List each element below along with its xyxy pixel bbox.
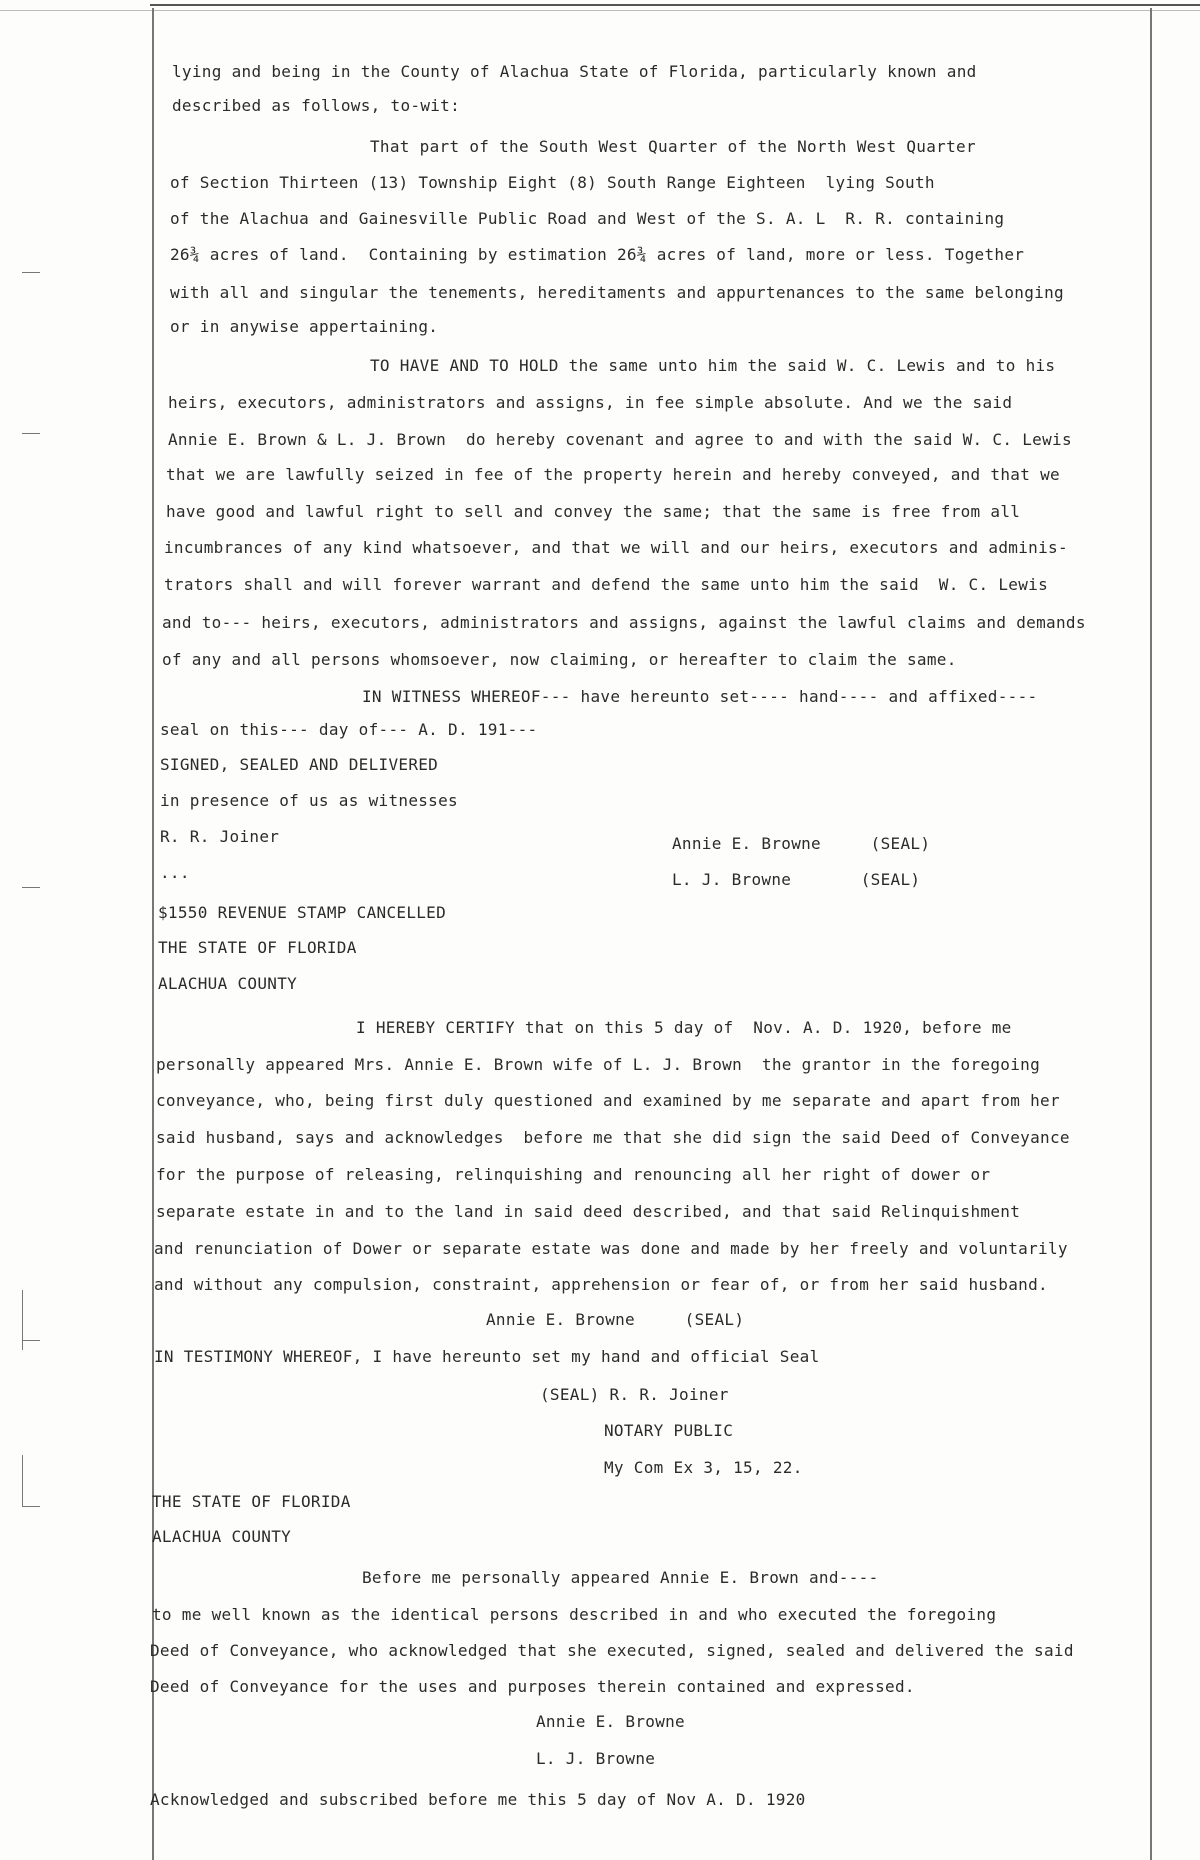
deed-text-line: incumbrances of any kind whatsoever, and that we will and our heirs, executors and adminis- (164, 538, 1068, 557)
revenue-stamp-note: $1550 REVENUE STAMP CANCELLED (158, 903, 447, 922)
certificate-text-line: and renunciation of Dower or separate estate was done and made by her freely and voluntarily (154, 1239, 1068, 1258)
deed-text-line: That part of the South West Quarter of the North West Quarter (370, 137, 976, 156)
deed-text-line: that we are lawfully seized in fee of the property herein and hereby conveyed, and that we (166, 465, 1060, 484)
deed-text-line: 26¾ acres of land. Containing by estimation 26¾ acres of land, more or less. Together (170, 245, 1025, 264)
certificate-text-line: said husband, says and acknowledges before me that she did sign the said Deed of Conveyance (156, 1128, 1070, 1147)
deed-text-line: of any and all persons whomsoever, now claiming, or hereafter to claim the same. (162, 650, 957, 669)
testimony-clause: IN TESTIMONY WHEREOF, I have hereunto set my hand and official Seal (154, 1347, 820, 1366)
acknowledgment-text-line: Deed of Conveyance, who acknowledged that she executed, signed, sealed and delivered the said (150, 1641, 1074, 1660)
notary-title: NOTARY PUBLIC (604, 1421, 734, 1440)
signed-sealed-heading: SIGNED, SEALED AND DELIVERED (160, 755, 439, 774)
acknowledgment-text-line: to me well known as the identical persons described in and who executed the foregoing (152, 1605, 997, 1624)
certificate-signature: Annie E. Browne (SEAL) (486, 1310, 745, 1329)
certificate-text-line: separate estate in and to the land in said deed described, and that said Relinquishment (156, 1202, 1021, 1221)
state-heading: THE STATE OF FLORIDA (152, 1492, 351, 1511)
certificate-text-line: I HEREBY CERTIFY that on this 5 day of Nov. A. D. 1920, before me (356, 1018, 1012, 1037)
certificate-text-line: conveyance, who, being first duly questioned and examined by me separate and apart from her (156, 1091, 1060, 1110)
deed-text-line: trators shall and will forever warrant and defend the same unto him the said W. C. Lewis (164, 575, 1049, 594)
top-rule (150, 4, 1200, 6)
margin-tick (22, 1340, 40, 1341)
acknowledgment-text-line: Deed of Conveyance for the uses and purposes therein contained and expressed. (150, 1677, 915, 1696)
margin-tick (22, 887, 40, 888)
right-margin-rule (1150, 8, 1152, 1860)
deed-text-line: Annie E. Brown & L. J. Brown do hereby covenant and agree to and with the said W. C. Lewis (168, 430, 1072, 449)
deed-text-line: described as follows, to-wit: (172, 96, 461, 115)
margin-bracket (22, 1290, 23, 1350)
certificate-text-line: personally appeared Mrs. Annie E. Brown wife of L. J. Brown the grantor in the foregoing (156, 1055, 1041, 1074)
grantor-signature: Annie E. Browne (SEAL) (672, 834, 931, 853)
county-heading: ALACHUA COUNTY (158, 974, 298, 993)
acknowledgment-footer: Acknowledged and subscribed before me this 5 day of Nov A. D. 1920 (150, 1790, 806, 1809)
deed-text-line: of Section Thirteen (13) Township Eight (8) South Range Eighteen lying South (170, 173, 935, 192)
county-heading: ALACHUA COUNTY (152, 1527, 292, 1546)
deed-text-line: of the Alachua and Gainesville Public Road and West of the S. A. L R. R. containing (170, 209, 1005, 228)
notary-seal-name: (SEAL) R. R. Joiner (540, 1385, 729, 1404)
margin-bracket (22, 1455, 23, 1507)
margin-tick (22, 433, 40, 434)
deed-text-line: lying and being in the County of Alachua State of Florida, particularly known and (172, 62, 977, 81)
deed-text-line: TO HAVE AND TO HOLD the same unto him the said W. C. Lewis and to his (370, 356, 1056, 375)
notary-commission: My Com Ex 3, 15, 22. (604, 1458, 803, 1477)
acknowledgment-text-line: Before me personally appeared Annie E. Brown and---- (362, 1568, 879, 1587)
top-rule-secondary (0, 10, 1200, 11)
deed-text-line: with all and singular the tenements, hereditaments and appurtenances to the same belonging (170, 283, 1064, 302)
margin-tick (22, 272, 40, 273)
acknowledgment-signature: Annie E. Browne (536, 1712, 685, 1731)
margin-tick (22, 1506, 40, 1507)
state-heading: THE STATE OF FLORIDA (158, 938, 357, 957)
grantor-signature: L. J. Browne (SEAL) (672, 870, 921, 889)
certificate-text-line: and without any compulsion, constraint, apprehension or fear of, or from her said husband. (154, 1275, 1048, 1294)
deed-text-line: have good and lawful right to sell and convey the same; that the same is free from all (166, 502, 1021, 521)
deed-text-line: and to--- heirs, executors, administrators and assigns, against the lawful claims and demands (162, 613, 1086, 632)
witness-clause: IN WITNESS WHEREOF--- have hereunto set---- hand---- and affixed---- (362, 687, 1038, 706)
witness-presence-line: in presence of us as witnesses (160, 791, 458, 810)
deed-text-line: heirs, executors, administrators and assigns, in fee simple absolute. And we the said (168, 393, 1013, 412)
acknowledgment-signature: L. J. Browne (536, 1749, 656, 1768)
deed-text-line: or in anywise appertaining. (170, 317, 439, 336)
witness-placeholder: ... (160, 863, 190, 882)
left-margin-rule (152, 8, 154, 1860)
witness-name: R. R. Joiner (160, 827, 280, 846)
witness-date-line: seal on this--- day of--- A. D. 191--- (160, 720, 538, 739)
certificate-text-line: for the purpose of releasing, relinquishing and renouncing all her right of dower or (156, 1165, 991, 1184)
